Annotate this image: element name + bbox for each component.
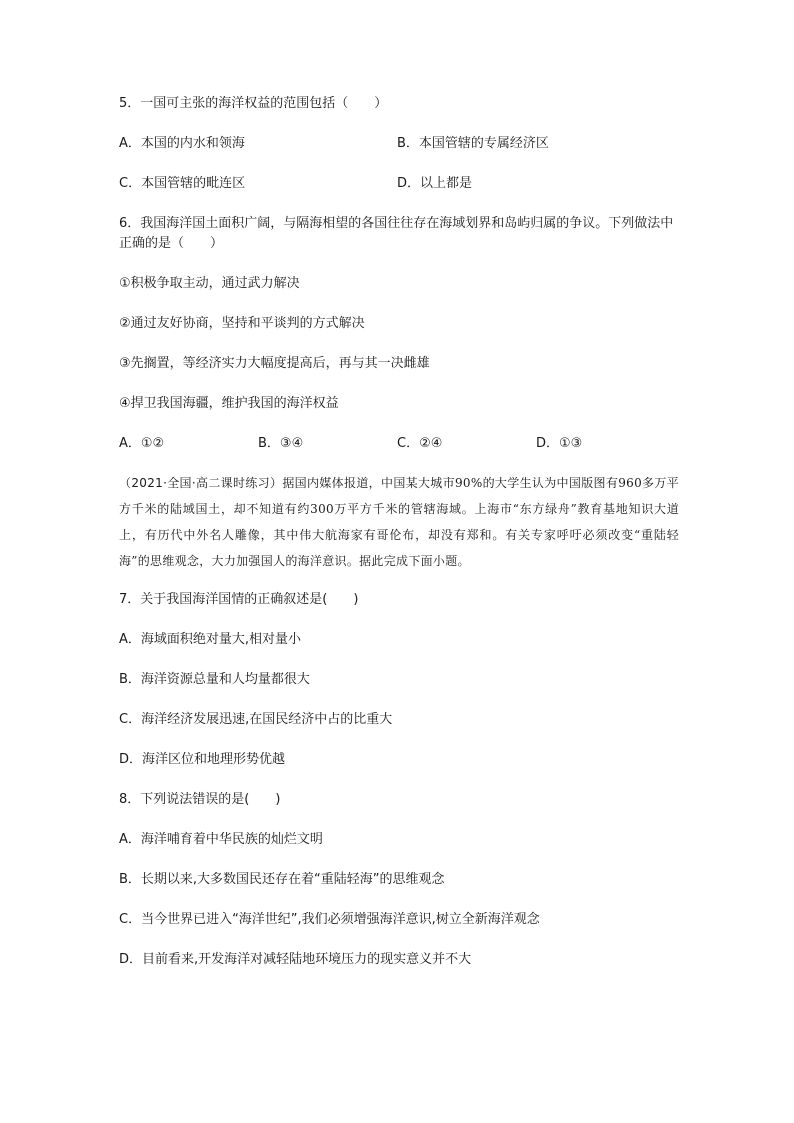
question-8-option-d: D．目前看来,开发海洋对减轻陆地环境压力的现实意义并不大: [119, 952, 472, 967]
question-7-option-d: D．海洋区位和地理形势优越: [119, 752, 286, 767]
question-8-option-a: A．海洋哺育着中华民族的灿烂文明: [119, 832, 323, 847]
question-7-stem: 7．关于我国海洋国情的正确叙述是( ): [119, 592, 359, 607]
question-5-option-b: B．本国管辖的专属经济区: [397, 136, 549, 151]
worksheet-page: [119, 94, 679, 990]
question-8: [119, 790, 679, 970]
question-7-option-a: A．海域面积绝对量大,相对量小: [119, 632, 302, 647]
question-8-option-c: C．当今世界已进入“海洋世纪”,我们必须增强海洋意识,树立全新海洋观念: [119, 912, 540, 927]
passage-text: 据国内媒体报道，中国某大城市90%的大学生认为中国版图有960多万平方千米的陆域国土，却不知道有约300万平方千米的管辖海域。上海市“东方绿舟”教育基地知识大道上，有历代中外名人雕像，其中伟大航海家有哥伦布，却没有郑和。有关专家呼吁必须改变“重陆轻海”的思维观念，大力加强国人的海洋意识。据此完成下面小题。: [119, 476, 680, 568]
question-6: [119, 214, 679, 454]
question-7: [119, 590, 679, 770]
question-6-option-d: D．①③: [536, 436, 583, 451]
question-5-stem: 5．一国可主张的海洋权益的范围包括（ ）: [119, 96, 388, 111]
question-5-option-d: D．以上都是: [397, 176, 473, 191]
question-5-option-c: C．本国管辖的毗连区: [119, 176, 246, 191]
question-6-options-row: [119, 434, 679, 454]
question-5: [119, 94, 679, 194]
question-8-option-b: B．长期以来,大多数国民还存在着“重陆轻海”的思维观念: [119, 872, 445, 887]
question-5-options-row-2: [119, 174, 679, 194]
question-8-stem: 8．下列说法错误的是( ): [119, 792, 281, 807]
question-6-option-c: C．②④: [397, 436, 443, 451]
question-6-item-2: ②通过友好协商，坚持和平谈判的方式解决: [119, 316, 365, 331]
question-6-item-1: ①积极争取主动，通过武力解决: [119, 276, 300, 291]
question-5-option-a: A．本国的内水和领海: [119, 136, 245, 151]
question-6-option-a: A．①②: [119, 436, 165, 451]
question-7-option-b: B．海洋资源总量和人均量都很大: [119, 672, 310, 687]
question-5-options-row-1: [119, 134, 679, 154]
question-6-item-4: ④捍卫我国海疆，维护我国的海洋权益: [119, 396, 339, 411]
question-6-option-b: B．③④: [258, 436, 304, 451]
question-6-item-3: ③先搁置，等经济实力大幅度提高后，再与其一决雌雄: [119, 356, 430, 371]
passage-source: （2021·全国·高二课时练习）: [119, 476, 283, 490]
question-6-stem: 6．我国海洋国土面积广阔，与隔海相望的各国往往存在海域划界和岛屿归属的争议。下列做法中正确的是（ ）: [119, 216, 674, 251]
question-7-option-c: C．海洋经济发展迅速,在国民经济中占的比重大: [119, 712, 393, 727]
reading-passage: [119, 470, 679, 574]
